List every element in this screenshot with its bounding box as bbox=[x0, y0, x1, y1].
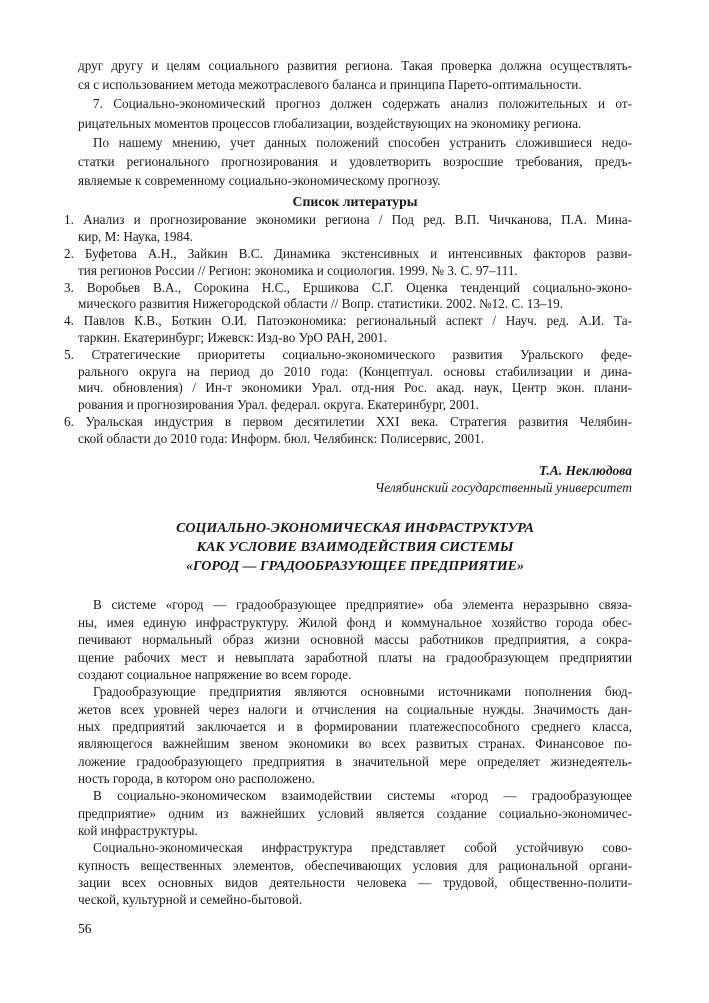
text-line: ческой, культурной и семейно-бытовой. bbox=[78, 892, 303, 908]
text-line: 4. Павлов К.В., Боткин О.И. Патоэкономика: региональный аспект / Науч. ред. А.И. Та- bbox=[64, 313, 632, 329]
text-line: статки регионального прогнозирования и удовлетворить возросшие требования, предъ- bbox=[78, 154, 632, 170]
bibliography-list bbox=[64, 212, 632, 447]
text-line: зации всех основных видов деятельности человека — трудовой, общественно-полити- bbox=[78, 874, 632, 890]
text-line: рования и прогнозирования Урал. федерал. округа. Екатеринбург, 2001. bbox=[78, 397, 480, 413]
text-line: печивают нормальный образ жизни основной массы работников предприятия, а сокра- bbox=[78, 632, 632, 648]
title-line-3: «ГОРОД — ГРАДООБРАЗУЮЩЕЕ ПРЕДПРИЯТИЕ» bbox=[185, 559, 525, 575]
page-content bbox=[64, 0, 632, 909]
bibliography-item bbox=[64, 246, 632, 280]
paragraph bbox=[78, 683, 632, 787]
text-line: ных предприятий заключается и в формировании платежеспособного среднего класса, bbox=[78, 718, 632, 734]
paragraph bbox=[78, 56, 632, 94]
text-line: По нашему мнению, учет данных положений способен устранить сложившиеся недо- bbox=[93, 134, 632, 150]
text-line: таркин. Екатеринбург; Ижевск: Изд-во УрО РАН, 2001. bbox=[78, 330, 388, 345]
text-line: рицательных моментов процессов глобализации, воздействующих на экономику региона. bbox=[78, 115, 582, 131]
text-line: ской области до 2010 года: Информ. бюл. Челябинск: Полисервис, 2001. bbox=[78, 430, 485, 446]
text-line: кир, М: Наука, 1984. bbox=[78, 229, 193, 245]
text-line: являющегося важнейшим звеном экономики во всех развитых странах. Финансовое по- bbox=[78, 736, 632, 752]
page-number: 56 bbox=[78, 921, 92, 936]
text-line: 7. Социально-экономический прогноз должен содержать анализ положительных и от- bbox=[93, 96, 632, 112]
bibliography-item bbox=[64, 280, 632, 314]
text-line: В социально-экономическом взаимодействии системы «город — градообразующее bbox=[93, 788, 632, 804]
text-line: жетов всех уровней через налоги и отчисления на социальные нужды. Значимость дан- bbox=[78, 701, 632, 717]
text-line: мического развития Нижегородской области // Вопр. статистики. 2002. №12. С. 13–19. bbox=[78, 296, 564, 312]
byline bbox=[78, 462, 632, 497]
article-body bbox=[78, 596, 632, 908]
paragraph bbox=[78, 596, 632, 683]
paragraph bbox=[78, 839, 632, 908]
bibliography-heading: Список литературы bbox=[292, 194, 418, 210]
text-line: купность вещественных элементов, обеспечивающих условия для рациональной органи- bbox=[78, 857, 632, 873]
text-line: 3. Воробьев В.А., Сорокина Н.С., Ершикова С.Г. Оценка тенденций социально-эконо- bbox=[64, 279, 632, 295]
text-line: Социально-экономическая инфраструктура представляет собой устойчивую сово- bbox=[93, 840, 632, 856]
text-line: кой инфраструктуры. bbox=[78, 822, 198, 838]
title-line-2: КАК УСЛОВИЕ ВЗАИМОДЕЙСТВИЯ СИСТЕМЫ bbox=[196, 539, 514, 555]
text-line: ложение градообразующего предприятия в значительной мере определяет жизнедеятель- bbox=[78, 753, 632, 769]
text-line: ны, имея единую инфраструктуру. Жилой фонд и коммунальное хозяйство города обес- bbox=[78, 614, 632, 630]
bibliography-item bbox=[64, 212, 632, 246]
bibliography-item bbox=[64, 414, 632, 448]
bibliography-item bbox=[64, 347, 632, 414]
author-name: Т.А. Неклюдова bbox=[538, 462, 632, 478]
text-line: 5. Стратегические приоритеты социально-экономического развития Уральского феде- bbox=[64, 346, 632, 362]
text-line: ность города, в котором оно расположено. bbox=[78, 770, 315, 786]
paragraph bbox=[78, 787, 632, 839]
text-line: предприятие» одним из важнейших условий является создание социально-экономичес- bbox=[78, 805, 632, 821]
text-line: рального округа на период до 2010 года: (Концептуал. основы стабилизации и дина- bbox=[78, 363, 632, 379]
author-affiliation: Челябинский государственный университет bbox=[374, 480, 632, 496]
text-line: мич. обновления) / Ин-т экономики Урал. отд-ния Рос. акад. наук, Центр экон. плани- bbox=[78, 380, 632, 396]
text-line: щение рабочих мест и невыплата заработной платы на градообразующем предприятии bbox=[78, 649, 632, 665]
article-title bbox=[78, 519, 632, 577]
bibliography-item bbox=[64, 313, 632, 347]
text-line: ся с использованием метода межотраслевого баланса и принципа Парето-оптимальности. bbox=[78, 77, 582, 93]
text-line: 6. Уральская индустрия в первом десятилетии XXI века. Стратегия развития Челябин- bbox=[64, 413, 632, 429]
text-line: В системе «город — градообразующее предприятие» оба элемента неразрывно связа- bbox=[93, 597, 632, 613]
text-line: 2. Буфетова А.Н., Зайкин В.С. Динамика экстенсивных и интенсивных факторов разви- bbox=[64, 246, 632, 262]
title-line-1: СОЦИАЛЬНО-ЭКОНОМИЧЕСКАЯ ИНФРАСТРУКТУРА bbox=[176, 520, 534, 536]
paragraph bbox=[78, 133, 632, 191]
paragraph bbox=[78, 94, 632, 132]
text-line: тия регионов России // Регион: экономика и социология. 1999. № 3. С. 97–111. bbox=[78, 262, 518, 278]
text-line: создают социальное напряжение во всем городе. bbox=[78, 666, 352, 682]
text-line: Градообразующие предприятия являются основными источниками пополнения бюд- bbox=[93, 684, 632, 700]
text-line: 1. Анализ и прогнозирование экономики региона / Под ред. В.П. Чичканова, П.А. Мина- bbox=[64, 212, 632, 228]
text-line: являемые к современному социально-экономическому прогнозу. bbox=[78, 173, 441, 189]
continued-text-section bbox=[78, 56, 632, 190]
text-line: друг другу и целям социального развития региона. Такая проверка должна осуществлять- bbox=[78, 58, 632, 73]
